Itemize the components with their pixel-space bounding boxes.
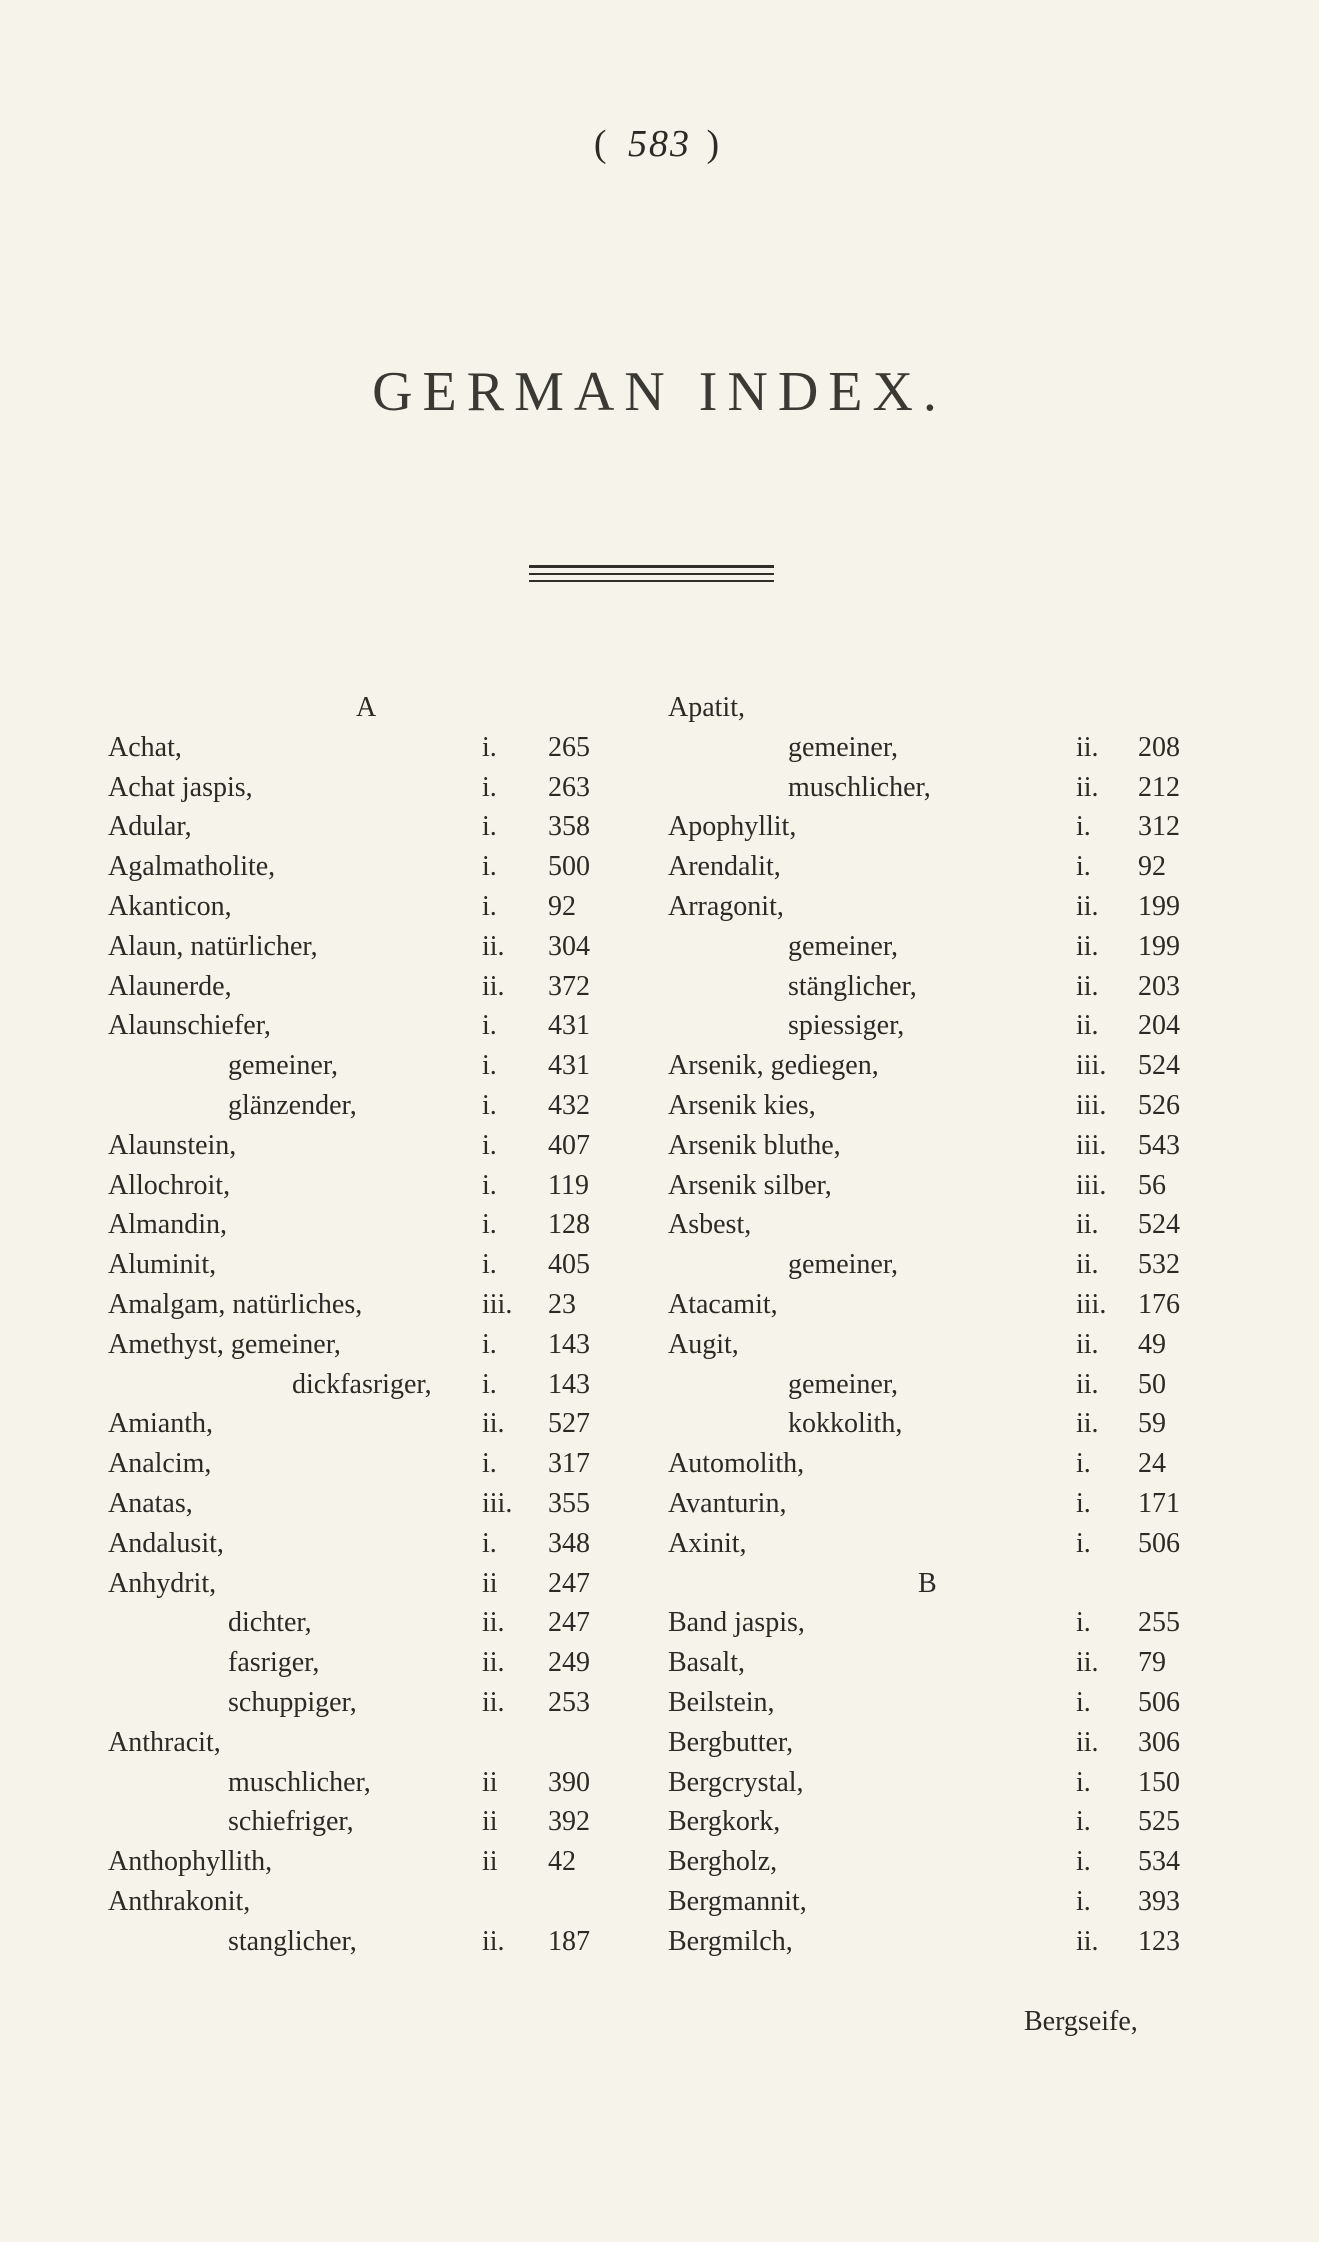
index-entry — [108, 1404, 668, 1444]
index-entry — [668, 1205, 1208, 1245]
entry-volume: i. — [482, 1328, 497, 1360]
entry-volume: i. — [1076, 811, 1091, 843]
entry-page: 212 — [1138, 771, 1180, 803]
entry-volume: iii. — [1076, 1288, 1107, 1320]
entry-term: Arsenik bluthe, — [668, 1129, 841, 1161]
index-entry — [108, 1763, 668, 1803]
entry-page: 431 — [548, 1010, 590, 1042]
index-entry — [108, 847, 668, 887]
entry-page: 506 — [1138, 1686, 1180, 1718]
index-entry — [108, 807, 668, 847]
index-entry — [108, 1046, 668, 1086]
entry-page: 312 — [1138, 811, 1180, 843]
entry-volume: i. — [482, 1089, 497, 1121]
entry-volume: i. — [1076, 1846, 1091, 1878]
entry-term: Anhydrit, — [108, 1567, 217, 1599]
entry-term: Arsenik kies, — [668, 1089, 816, 1121]
entry-term: dickfasriger, — [292, 1368, 432, 1400]
index-entry — [108, 1205, 668, 1245]
index-entry — [108, 1285, 668, 1325]
entry-term: Augit, — [668, 1328, 739, 1360]
entry-page: 187 — [548, 1925, 590, 1957]
entry-term: Aluminit, — [108, 1249, 217, 1281]
entry-term: Arsenik, gediegen, — [668, 1050, 879, 1082]
entry-volume: ii — [482, 1567, 498, 1599]
index-entry — [108, 1245, 668, 1285]
entry-volume: ii. — [1076, 1647, 1099, 1679]
index-entry — [668, 1444, 1208, 1484]
index-entry — [668, 1325, 1208, 1365]
index-entry — [108, 1564, 668, 1604]
entry-volume: i. — [482, 1010, 497, 1042]
index-entry — [108, 967, 668, 1007]
entry-page: 199 — [1138, 890, 1180, 922]
entry-term: Alaunstein, — [108, 1129, 237, 1161]
entry-volume: i. — [1076, 1766, 1091, 1798]
index-entry — [668, 1683, 1208, 1723]
entry-page: 355 — [548, 1487, 590, 1519]
entry-page: 49 — [1138, 1328, 1166, 1360]
entry-term: Apophyllit, — [668, 811, 797, 843]
entry-page: 532 — [1138, 1249, 1180, 1281]
entry-page: 59 — [1138, 1408, 1166, 1440]
entry-volume: i. — [1076, 1448, 1091, 1480]
entry-term: Achat jaspis, — [108, 771, 253, 803]
entry-volume: ii — [482, 1806, 498, 1838]
entry-page: 123 — [1138, 1925, 1180, 1957]
entry-term: Bergmilch, — [668, 1925, 793, 1957]
entry-term: Andalusit, — [108, 1527, 224, 1559]
index-entry — [108, 1723, 668, 1763]
entry-term: stanglicher, — [228, 1925, 357, 1957]
entry-volume: ii. — [1076, 1408, 1099, 1440]
entry-term: kokkolith, — [788, 1408, 903, 1440]
entry-term: Bergkork, — [668, 1806, 781, 1838]
title-rule-thick — [529, 565, 774, 568]
entry-page: 176 — [1138, 1288, 1180, 1320]
page-open-paren: ( — [593, 123, 613, 165]
entry-volume: i. — [482, 1209, 497, 1241]
index-entry — [668, 1643, 1208, 1683]
entry-volume: ii. — [1076, 970, 1099, 1002]
entry-term: Bergcrystal, — [668, 1766, 804, 1798]
entry-page: 393 — [1138, 1885, 1180, 1917]
entry-term: fasriger, — [228, 1647, 320, 1679]
entry-volume: i. — [1076, 851, 1091, 883]
entry-page: 527 — [548, 1408, 590, 1440]
entry-term: Axinit, — [668, 1527, 747, 1559]
entry-volume: iii. — [1076, 1089, 1107, 1121]
entry-term: Arendalit, — [668, 851, 781, 883]
entry-page: 405 — [548, 1249, 590, 1281]
entry-term: Alaunerde, — [108, 970, 232, 1002]
entry-volume: i. — [482, 1527, 497, 1559]
entry-term: Agalmatholite, — [108, 851, 276, 883]
index-entry — [668, 728, 1208, 768]
index-column-left — [108, 688, 668, 1962]
index-letter-heading — [108, 688, 668, 728]
index-entry — [668, 1365, 1208, 1405]
index-entry — [668, 1046, 1208, 1086]
entry-term: gemeiner, — [788, 1249, 899, 1281]
index-entry — [668, 1126, 1208, 1166]
entry-volume: ii. — [482, 970, 505, 1002]
index-entry — [668, 1484, 1208, 1524]
entry-term: Amethyst, gemeiner, — [108, 1328, 341, 1360]
entry-volume: i. — [1076, 1806, 1091, 1838]
entry-page: 247 — [548, 1607, 590, 1639]
entry-page: 543 — [1138, 1129, 1180, 1161]
index-entry — [108, 768, 668, 808]
entry-term: gemeiner, — [788, 1368, 899, 1400]
entry-term: schuppiger, — [228, 1686, 357, 1718]
entry-page: 534 — [1138, 1846, 1180, 1878]
entry-page: 143 — [548, 1368, 590, 1400]
entry-term: glänzender, — [228, 1089, 357, 1121]
entry-page: 407 — [548, 1129, 590, 1161]
entry-page: 304 — [548, 930, 590, 962]
entry-term: muschlicher, — [788, 771, 931, 803]
entry-page: 500 — [548, 851, 590, 883]
entry-term: Alaunschiefer, — [108, 1010, 271, 1042]
entry-term: Alaun, natürlicher, — [108, 930, 318, 962]
entry-term: Adular, — [108, 811, 192, 843]
entry-page: 506 — [1138, 1527, 1180, 1559]
entry-volume: ii. — [1076, 731, 1099, 763]
entry-volume: ii. — [482, 1647, 505, 1679]
index-entry — [668, 1802, 1208, 1842]
index-entry — [108, 1325, 668, 1365]
entry-page: 263 — [548, 771, 590, 803]
entry-term: Amalgam, natürliches, — [108, 1288, 363, 1320]
entry-volume: i. — [482, 1169, 497, 1201]
entry-volume: ii. — [1076, 930, 1099, 962]
entry-volume: i. — [482, 851, 497, 883]
index-entry — [108, 1882, 668, 1922]
entry-page: 24 — [1138, 1448, 1166, 1480]
entry-term: gemeiner, — [788, 731, 899, 763]
entry-term: Arsenik silber, — [668, 1169, 832, 1201]
index-entry — [108, 1444, 668, 1484]
entry-page: 524 — [1138, 1209, 1180, 1241]
entry-page: 358 — [548, 811, 590, 843]
entry-term: Anthophyllith, — [108, 1846, 273, 1878]
entry-term: Band jaspis, — [668, 1607, 805, 1639]
entry-term: spiessiger, — [788, 1010, 905, 1042]
entry-volume: i. — [482, 1249, 497, 1281]
entry-term: Akanticon, — [108, 890, 232, 922]
index-entry — [668, 1524, 1208, 1564]
entry-volume: i. — [482, 890, 497, 922]
entry-page: 249 — [548, 1647, 590, 1679]
entry-page: 204 — [1138, 1010, 1180, 1042]
entry-page: 143 — [548, 1328, 590, 1360]
page-close-paren: ) — [706, 123, 726, 165]
index-entry — [668, 1603, 1208, 1643]
entry-volume: iii. — [1076, 1129, 1107, 1161]
entry-page: 431 — [548, 1050, 590, 1082]
entry-volume: ii. — [1076, 1328, 1099, 1360]
entry-volume: iii. — [1076, 1050, 1107, 1082]
index-entry — [108, 728, 668, 768]
index-entry — [668, 1763, 1208, 1803]
entry-volume: i. — [1076, 1527, 1091, 1559]
index-entry — [668, 1842, 1208, 1882]
entry-volume: i. — [482, 1129, 497, 1161]
entry-volume: ii. — [1076, 1368, 1099, 1400]
index-entry — [108, 1603, 668, 1643]
index-entry — [668, 1285, 1208, 1325]
entry-volume: i. — [482, 811, 497, 843]
entry-page: 199 — [1138, 930, 1180, 962]
entry-volume: i. — [1076, 1487, 1091, 1519]
entry-term: Bergmannit, — [668, 1885, 807, 1917]
entry-term: Avanturin, — [668, 1487, 787, 1519]
catchword: Bergseife, — [1024, 2006, 1138, 2037]
entry-page: 265 — [548, 731, 590, 763]
entry-volume: ii. — [1076, 1209, 1099, 1241]
entry-page: 524 — [1138, 1050, 1180, 1082]
entry-volume: ii — [482, 1846, 498, 1878]
index-entry — [668, 927, 1208, 967]
entry-term: muschlicher, — [228, 1766, 371, 1798]
entry-page: 171 — [1138, 1487, 1180, 1519]
entry-term: schiefriger, — [228, 1806, 354, 1838]
entry-term: Allochroit, — [108, 1169, 231, 1201]
entry-page: 348 — [548, 1527, 590, 1559]
index-entry — [108, 1365, 668, 1405]
index-entry — [108, 1842, 668, 1882]
entry-volume: ii. — [1076, 1010, 1099, 1042]
entry-volume: ii. — [482, 1686, 505, 1718]
entry-term: Bergbutter, — [668, 1726, 794, 1758]
index-entry — [668, 887, 1208, 927]
entry-term: Anthracit, — [108, 1726, 221, 1758]
index-entry — [108, 1643, 668, 1683]
entry-term: A — [356, 692, 377, 723]
entry-volume: ii. — [1076, 1925, 1099, 1957]
index-entry — [668, 768, 1208, 808]
index-entry — [108, 1126, 668, 1166]
index-entry — [668, 1922, 1208, 1962]
entry-page: 128 — [548, 1209, 590, 1241]
index-entry — [668, 967, 1208, 1007]
entry-term: Achat, — [108, 731, 182, 763]
entry-volume: ii. — [482, 1408, 505, 1440]
entry-page: 23 — [548, 1288, 576, 1320]
entry-page: 203 — [1138, 970, 1180, 1002]
entry-term: Anatas, — [108, 1487, 193, 1519]
index-entry — [108, 1006, 668, 1046]
entry-page: 306 — [1138, 1726, 1180, 1758]
entry-term: Beilstein, — [668, 1686, 775, 1718]
entry-volume: ii. — [1076, 1726, 1099, 1758]
entry-term: gemeiner, — [228, 1050, 339, 1082]
title-rule-middle — [529, 573, 774, 575]
entry-page: 208 — [1138, 731, 1180, 763]
index-entry — [108, 1086, 668, 1126]
entry-page: 42 — [548, 1846, 576, 1878]
entry-volume: ii. — [482, 1925, 505, 1957]
entry-page: 255 — [1138, 1607, 1180, 1639]
entry-page: 50 — [1138, 1368, 1166, 1400]
entry-page: 92 — [548, 890, 576, 922]
page-title: GERMAN INDEX. — [372, 361, 947, 423]
index-entry — [108, 1524, 668, 1564]
index-entry — [108, 1683, 668, 1723]
entry-term: Analcim, — [108, 1448, 212, 1480]
entry-term: Basalt, — [668, 1647, 745, 1679]
entry-volume: ii. — [482, 1607, 505, 1639]
index-letter-heading — [668, 1564, 1208, 1604]
index-entry — [108, 927, 668, 967]
index-column-right — [668, 688, 1208, 1962]
entry-volume: iii. — [1076, 1169, 1107, 1201]
index-entry — [668, 1086, 1208, 1126]
entry-volume: i. — [1076, 1607, 1091, 1639]
entry-term: Atacamit, — [668, 1288, 778, 1320]
index-entry — [668, 1166, 1208, 1206]
entry-term: Automolith, — [668, 1448, 805, 1480]
entry-volume: i. — [482, 1050, 497, 1082]
entry-volume: i. — [482, 1448, 497, 1480]
entry-volume: i. — [1076, 1686, 1091, 1718]
page-number-value: 583 — [628, 123, 691, 165]
entry-term: gemeiner, — [788, 930, 899, 962]
entry-volume: ii. — [1076, 1249, 1099, 1281]
entry-volume: ii — [482, 1766, 498, 1798]
index-entry — [108, 887, 668, 927]
index-entry — [668, 688, 1208, 728]
entry-term: dichter, — [228, 1607, 312, 1639]
index-entry — [668, 847, 1208, 887]
entry-volume: ii. — [1076, 771, 1099, 803]
entry-page: 56 — [1138, 1169, 1166, 1201]
index-entry — [108, 1802, 668, 1842]
entry-page: 247 — [548, 1567, 590, 1599]
entry-page: 92 — [1138, 851, 1166, 883]
entry-volume: i. — [1076, 1885, 1091, 1917]
entry-volume: ii. — [1076, 890, 1099, 922]
entry-volume: ii. — [482, 930, 505, 962]
entry-term: B — [918, 1567, 937, 1599]
entry-volume: iii. — [482, 1487, 513, 1519]
index-entry — [668, 1882, 1208, 1922]
index-entry — [108, 1484, 668, 1524]
entry-term: Bergholz, — [668, 1846, 778, 1878]
index-entry — [108, 1166, 668, 1206]
entry-term: Asbest, — [668, 1209, 752, 1241]
entry-page: 526 — [1138, 1089, 1180, 1121]
index-entry — [108, 1922, 668, 1962]
title-rule-thin — [529, 580, 774, 582]
entry-term: Arragonit, — [668, 890, 784, 922]
entry-page: 525 — [1138, 1806, 1180, 1838]
entry-page: 119 — [548, 1169, 589, 1201]
index-entry — [668, 1245, 1208, 1285]
index-entry — [668, 1404, 1208, 1444]
entry-page: 392 — [548, 1806, 590, 1838]
entry-term: Almandin, — [108, 1209, 227, 1241]
entry-page: 432 — [548, 1089, 590, 1121]
index-entry — [668, 807, 1208, 847]
index-entry — [668, 1006, 1208, 1046]
entry-volume: i. — [482, 1368, 497, 1400]
entry-term: Apatit, — [668, 692, 745, 723]
entry-page: 253 — [548, 1686, 590, 1718]
entry-term: Anthrakonit, — [108, 1885, 251, 1917]
entry-page: 317 — [548, 1448, 590, 1480]
page-number — [0, 122, 1319, 166]
entry-page: 390 — [548, 1766, 590, 1798]
entry-volume: iii. — [482, 1288, 513, 1320]
entry-page: 79 — [1138, 1647, 1166, 1679]
entry-page: 372 — [548, 970, 590, 1002]
entry-volume: i. — [482, 731, 497, 763]
index-entry — [668, 1723, 1208, 1763]
entry-page: 150 — [1138, 1766, 1180, 1798]
entry-term: Amianth, — [108, 1408, 213, 1440]
entry-volume: i. — [482, 771, 497, 803]
entry-term: stänglicher, — [788, 970, 917, 1002]
